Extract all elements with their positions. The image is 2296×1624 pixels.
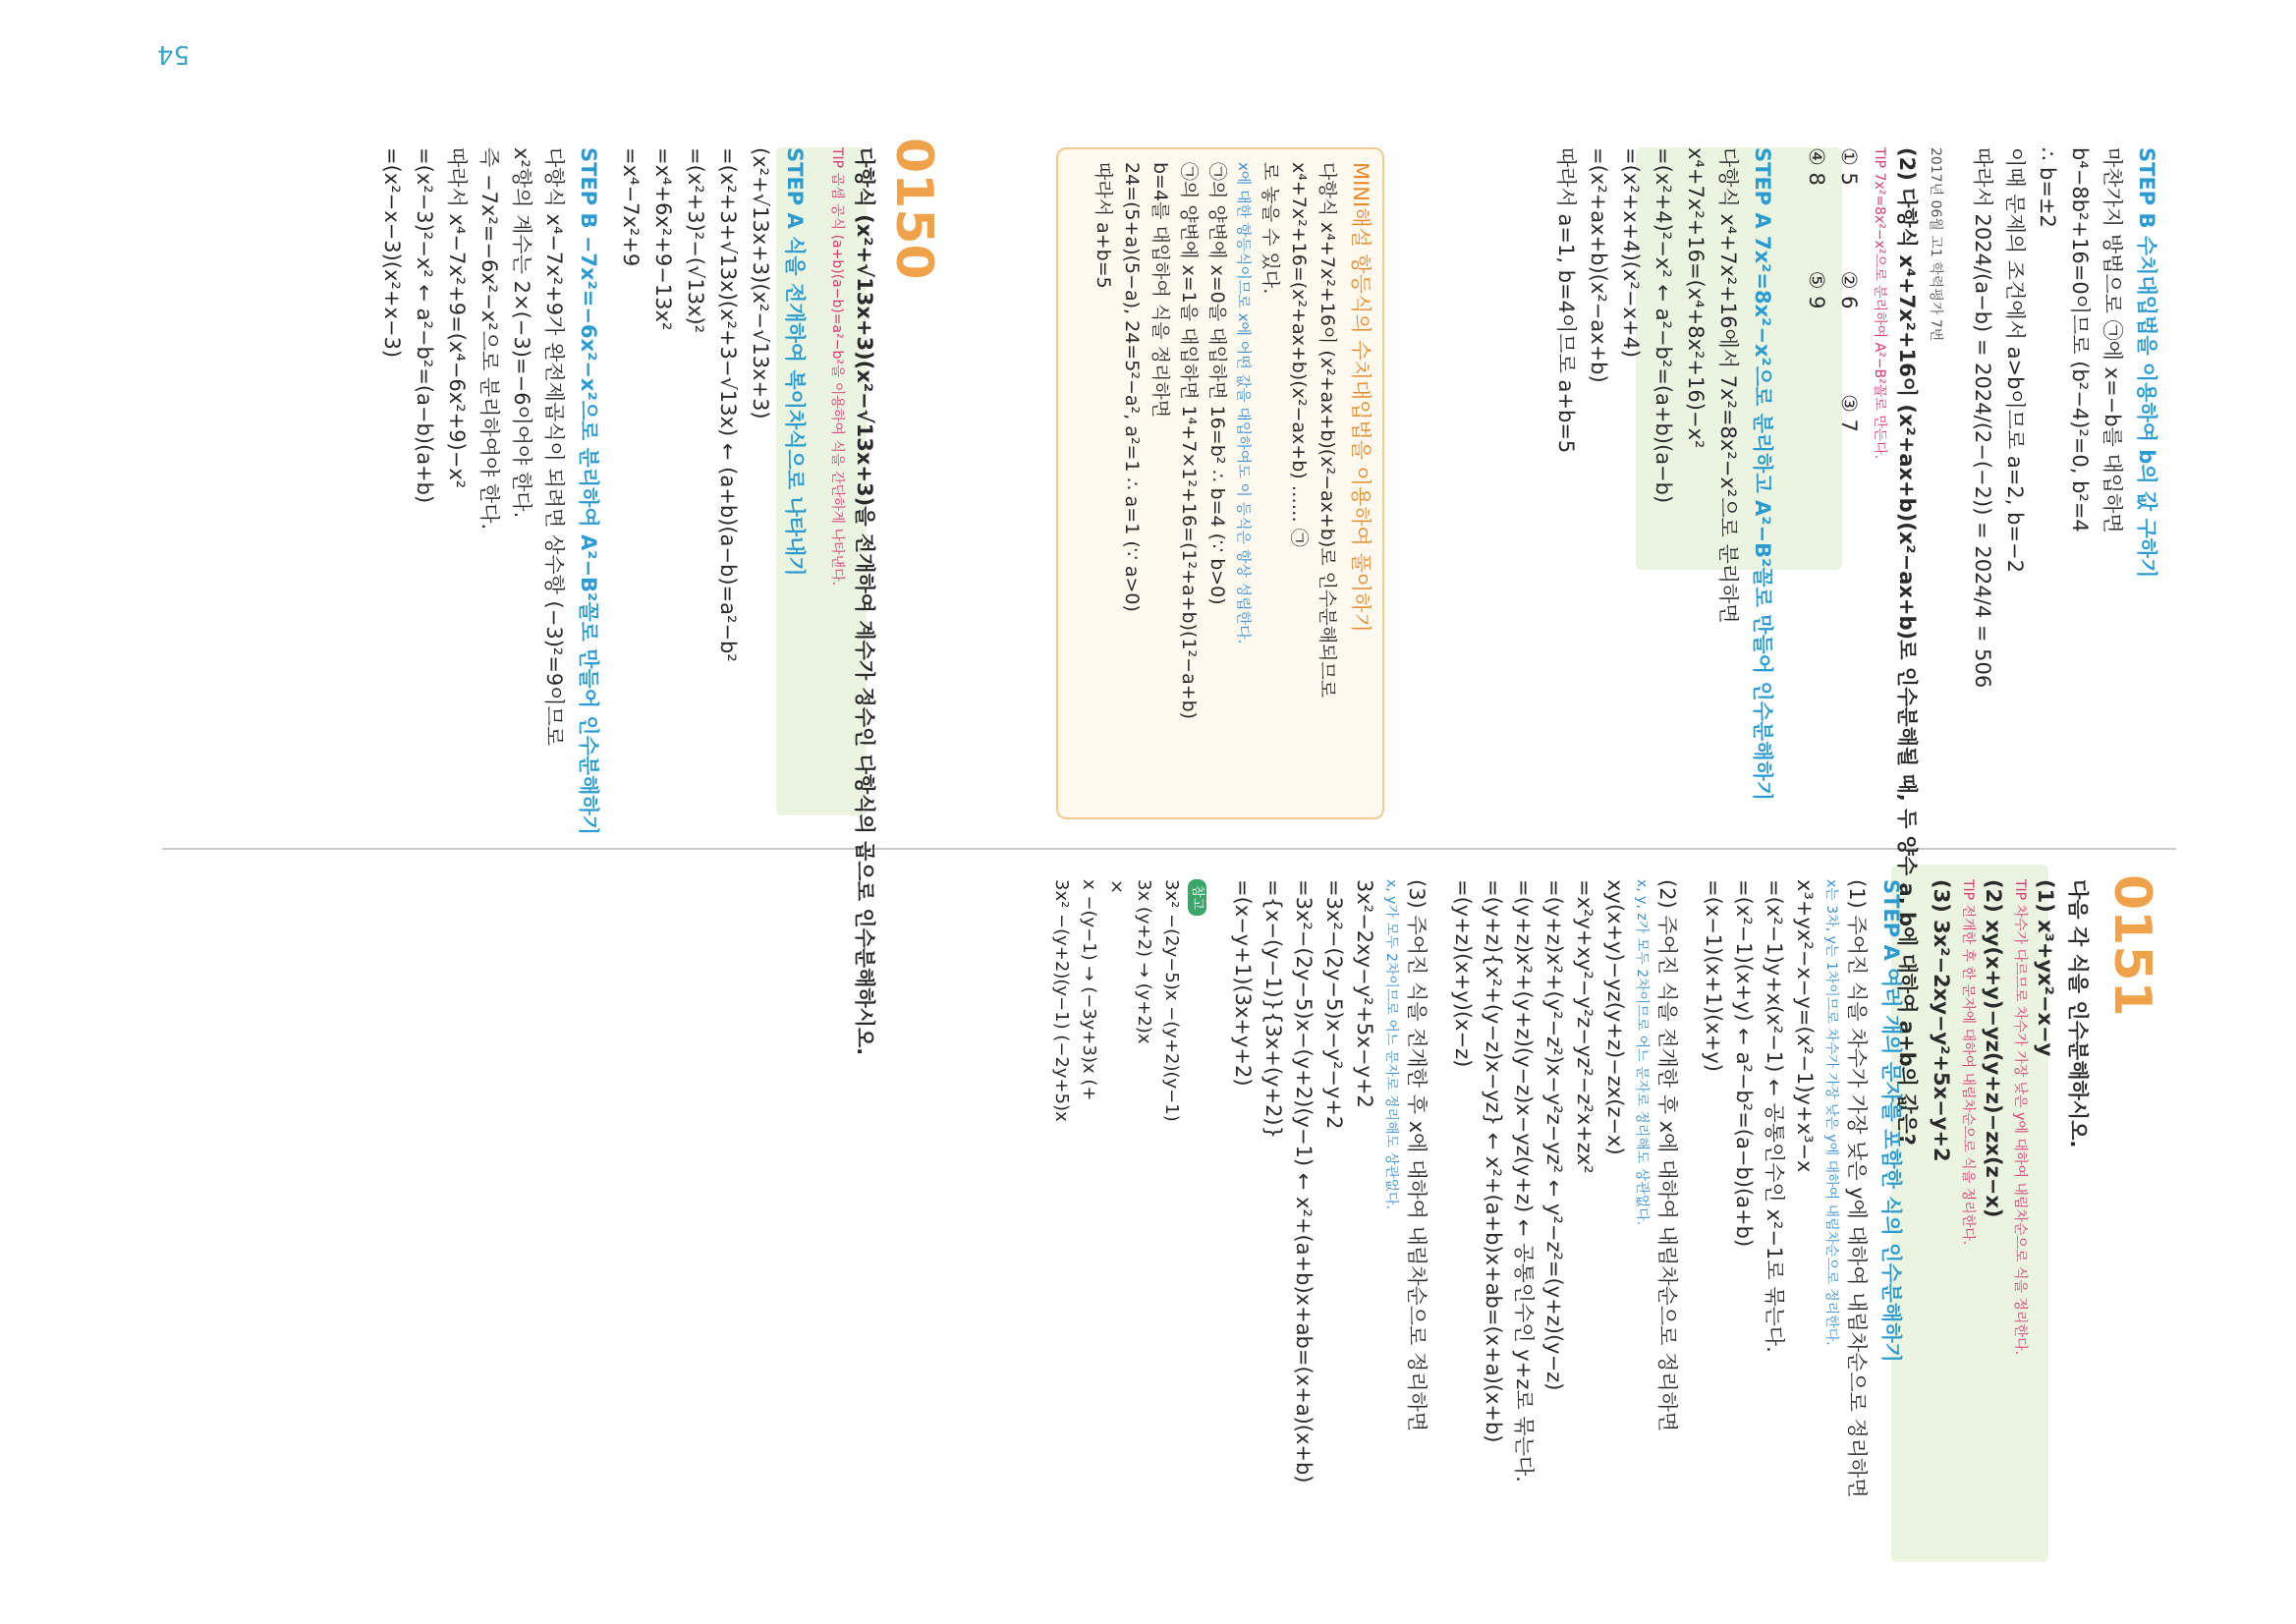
mini-line: 따라서 a+b=5 [1092,162,1114,289]
a3-line: ={x−(y−1)}{3x+(y+2)} [1261,879,1285,1139]
step-b-line: 다항식 x⁴−7x²+9가 완전제곱식이 되려면 상수항 (−3)²=9이므로 [542,147,566,747]
a1-line: (1) 주어진 식을 차수가 가장 낮은 y에 대하여 내림차순으로 정리하면 [1845,879,1869,1498]
problem-0151-number [2102,874,2161,1017]
step-b-title: STEP B −7x²=−6x²−x²으로 분리하여 A²−B²꼴로 만들어 인수분해하기 [577,147,600,836]
a1-line: =(x²−1)y+x(x²−1) ← 공통인수인 x²−1로 묶는다. [1763,879,1786,1353]
question-2: (2) xy(x+y)−yz(y+z)−zx(z−x) [1982,879,2005,1218]
step-a-line: =(x²+ax+b)(x²−ax+b) [1587,147,1610,383]
a1-line: =(x−1)(x+1)(x+y) [1702,879,1725,1072]
step-b-line: =(x²−3)²−x² ← a²−b²=(a−b)(a+b) [413,147,436,504]
problem-0150-body [381,147,874,1055]
step-a-line: 다항식 x⁴+7x²+16에서 7x²=8x²−x²으로 분리하면 [1716,147,1740,624]
step-b-line: 즉 −7x²=−6x²−x²으로 분리하여야 한다. [477,147,501,531]
problem-0151 [1052,879,2088,1498]
reference-badge: 참고 [1188,879,1206,916]
tip: TIP 전개한 후 한 문자에 대하여 내림차순으로 식을 정리한다. [1960,879,1976,1246]
step-b-line: x²항의 계수는 2×(−3)=−6이어야 한다. [510,147,533,519]
mini-line: x⁴+7x²+16=(x²+ax+b)(x²−ax+b) …… ㉠ [1288,162,1310,547]
mini-title: MINI해설 항등식의 수치대입법을 이용하여 풀이하기 [1349,162,1372,633]
question-1: (1) x³+yx²−x−y [2034,879,2057,1057]
choice-4[interactable]: ④ 8 [1805,147,1828,186]
choice-3[interactable]: ③ 7 [1837,394,1861,432]
choice-5[interactable]: ⑤ 9 [1805,270,1828,309]
source-note: 2017년 06월 고1 학력평가 7번 [1928,147,1943,342]
step-b-title: STEP B 수치대입법을 이용하여 b의 값 구하기 [2135,147,2158,579]
a1-note: x는 3차, y는 1차이므로 차수가 가장 낮은 y에 대하여 내림차순으로 정리한다. [1823,879,1839,1346]
mini-line: ㉠의 양변에 x=1을 대입하면 1⁴+7×1²+16=(1²+a+b)(1²−a+b) [1178,162,1200,720]
step-a-line: =(x²+3)²−(√13x)² [684,147,707,334]
a1-line: x³+yx²−x−y=(x²−1)y+x³−x [1793,879,1817,1173]
question-2: (2) 다항식 x⁴+7x²+16이 (x²+ax+b)(x²−ax+b)로 인수분해될 때, 두 양수 a, b에 대하여 a+b의 값은? [1895,147,1919,1146]
problem-number: 0150 [884,138,943,280]
step-a-title: STEP A 식을 전개하여 복이차식으로 나타내기 [783,147,807,577]
mini-solution [1093,162,1371,719]
a3-line: =3x²−(2y−5)x−(y+2)(y−1) ← x²+(a+b)x+ab=(x+a)(x+b) [1292,879,1316,1484]
a2-line: (2) 주어진 식을 전개한 후 x에 대하여 내림차순으로 정리하면 [1655,879,1679,1432]
a3-line: (3) 주어진 식을 전개한 후 x에 대하여 내림차순으로 정리하면 [1405,879,1428,1432]
step-a-line: (x²+√13x+3)(x²−√13x+3) [749,147,772,420]
step-b-line: 따라서 x⁴−7x²+9=(x⁴−6x²+9)−x² [445,147,469,489]
tip: TIP 곱셈 공식 (a+b)(a−b)=a²−b²을 이용하여 식을 간단하게 나타낸다. [829,147,845,587]
a3-note: x, y가 모두 2차이므로 어느 문자로 정리해도 상관없다. [1383,879,1399,1210]
tip: TIP 차수가 다르므로 차수가 가장 낮은 y에 대하여 내림차순으로 식을 정리한다. [2012,879,2028,1356]
mini-line: x에 대한 항등식이므로 x에 어떤 값을 대입하여도 이 등식은 항상 성립한다. [1235,162,1253,644]
a3-line: 3x²−2xy−y²+5x−y+2 [1353,879,1376,1108]
a2-line: =(y+z)x²+(y+z)(y−z)x−yz(y+z) ← 공통인수인 y+z로 묶는다. [1512,879,1536,1483]
step-a-line: 따라서 a=1, b=4이므로 a+b=5 [1554,147,1578,454]
ref-line: 3x (y+2) → (y+2)x [1134,879,1154,1044]
problem-0150 [884,138,943,280]
a2-line: xy(x+y)−yz(y+z)−zx(z−x) [1603,879,1627,1155]
step-a-title: STEP A 여러 개의 문자를 포함한 식의 인수분해하기 [1879,879,1903,1363]
step-b-line: 이때 문제의 조건에서 a>b이므로 a=2, b=−2 [2003,147,2027,573]
ref-line: × [1106,879,1127,895]
mini-line: 24=(5+a)(5−a), 24=5²−a², a²=1 ∴ a=1 (∵ a>0) [1121,162,1143,612]
mini-line: ㉠의 양변에 x=0을 대입하면 16=b² ∴ b=4 (∵ b>0) [1206,162,1228,605]
ref-line: x −(y−1) → (−3y+3)x (+ [1079,879,1099,1101]
step-a-line: =(x²+x+4)(x²−x+4) [1619,147,1643,359]
a3-line: =3x²−(2y−5)x−y²−y+2 [1322,879,1346,1130]
a3-line: =(x−y+1)(3x+y+2) [1231,879,1255,1087]
step-a-line: =(x²+3+√13x)(x²+3−√13x) ← (a+b)(a−b)=a²−b² [716,147,740,662]
tip: TIP 7x²=8x²−x²으로 분리하여 A²−B²꼴로 만든다. [1872,147,1887,460]
ref-line: 3x² −(y+2)(y−1) (−2y+5)x [1051,879,1072,1122]
a2-line: =(y+z)x²+(y²−z²)x−y²z−yz² ← y²−z²=(y+z)(y−z) [1542,879,1566,1391]
a2-note: x, y, z가 모두 2차이므로 어느 문자로 정리해도 상관없다. [1634,879,1650,1226]
step-b-line: 따라서 2024/(a−b) = 2024/(2−(−2)) = 2024/4 = 506 [1971,147,1994,689]
choice-2[interactable]: ② 6 [1837,270,1861,309]
step-b-line: b⁴−8b²+16=0이므로 (b²−4)²=0, b²=4 [2068,147,2092,532]
a2-line: =(y+z){x²+(y−z)x−yz} ← x²+(a+b)x+ab=(x+a)(x+b) [1482,879,1505,1443]
question-3: (3) 3x²−2xy−y²+5x−y+2 [1930,879,1953,1162]
step-a-line: =x⁴+6x²+9−13x² [651,147,675,331]
choice-1[interactable]: ① 5 [1837,147,1861,186]
question-text: 다항식 (x²+√13x+3)(x²−√13x+3)을 전개하여 계수가 정수인 다항식의 곱으로 인수분해하시오. [853,147,876,1056]
mini-line: 로 놓을 수 있다. [1260,162,1281,295]
question-text: 다음 각 식을 인수분해하시오. [2066,879,2090,1148]
mini-line: b=4를 대입하여 식을 정리하면 [1149,162,1171,419]
step-a-title: STEP A 7x²=8x²−x²으로 분리하고 A²−B²꼴로 만들어 인수분해하기 [1751,147,1774,802]
a2-line: =x²y+xy²−y²z−yz²−z²x+zx² [1573,879,1596,1174]
step-b-line: =(x²−x−3)(x²+x−3) [380,147,404,359]
step-a-line: =x⁴−7x²+9 [619,147,643,267]
page-number: 54 [157,39,191,69]
mini-line: 다항식 x⁴+7x²+16이 (x²+ax+b)(x²−ax+b)로 인수분해되므로 [1316,162,1338,699]
step-b-line: 마찬가지 방법으로 ㉠에 x=−b를 대입하면 [2100,147,2124,533]
step-a-line: x⁴+7x²+16=(x⁴+8x²+16)−x² [1684,147,1708,449]
ref-line: 3x² −(2y−5)x −(y+2)(y−1) [1161,879,1182,1122]
a2-line: =(y+z)(x+y)(x−z) [1451,879,1475,1068]
step-a-line: =(x²+4)²−x² ← a²−b²=(a+b)(a−b) [1652,147,1675,504]
problem-number: 0151 [2102,874,2161,1017]
a1-line: =(x²−1)(x+y) ← a²−b²=(a−b)(a+b) [1732,879,1756,1248]
step-b-line: ∴ b=±2 [2036,147,2059,228]
